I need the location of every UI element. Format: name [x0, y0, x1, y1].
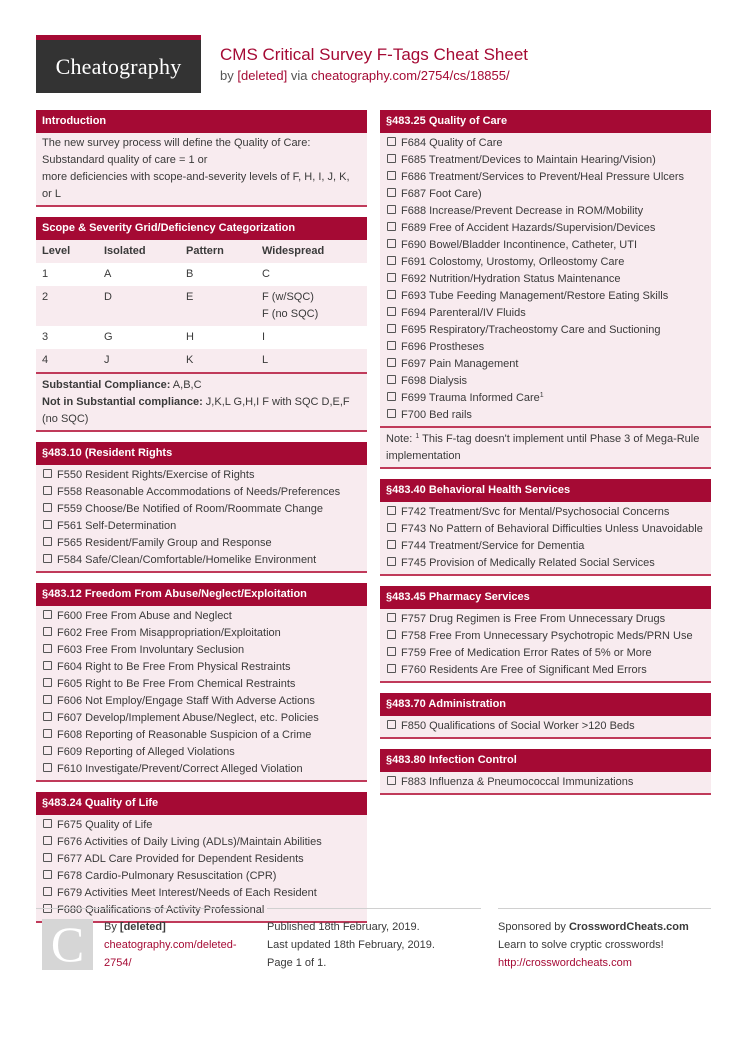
checklist-item: [36, 518, 367, 535]
checklist-item-label: F692 Nutrition/Hydration Status Maintenance: [401, 273, 621, 285]
checklist-item-label: F561 Self-Determination: [57, 520, 177, 532]
byline-via: via: [290, 68, 308, 83]
checkbox-icon[interactable]: [387, 205, 396, 214]
checkbox-icon[interactable]: [43, 554, 52, 563]
byline: [220, 67, 528, 85]
column-header: Level: [42, 245, 71, 257]
footer-author: [36, 908, 249, 972]
checklist-item-label: F685 Treatment/Devices to Maintain Hearing/Vision): [401, 154, 656, 166]
footnote: [380, 426, 711, 467]
table-cell: L: [262, 354, 269, 366]
checkbox-icon[interactable]: [387, 273, 396, 282]
checklist-item: [380, 339, 711, 356]
checklist-item-label: F690 Bowel/Bladder Incontinence, Catheter, UTI: [401, 239, 638, 251]
checkbox-icon[interactable]: [43, 644, 52, 653]
checkbox-icon[interactable]: [43, 627, 52, 636]
checklist-item: [380, 373, 711, 390]
checkbox-icon[interactable]: [387, 358, 396, 367]
checkbox-icon[interactable]: [387, 720, 396, 729]
checklist-item: [36, 868, 367, 885]
checklist-item-label: F678 Cardio-Pulmonary Resuscitation (CPR): [57, 870, 277, 882]
checklist-item: [380, 555, 711, 572]
checklist-item: [36, 710, 367, 727]
checklist-item: [380, 220, 711, 237]
checkbox-icon[interactable]: [387, 137, 396, 146]
checklist-item-label: F691 Colostomy, Urostomy, Orlleostomy Care: [401, 256, 625, 268]
checkbox-icon[interactable]: [43, 469, 52, 478]
intro-line: Substandard quality of care = 1 or: [42, 154, 208, 166]
table-cell: D: [104, 291, 112, 303]
checklist-item-label: F688 Increase/Prevent Decrease in ROM/Mobility: [401, 205, 644, 217]
not-substantial-label: Not in Substantial compliance:: [42, 396, 203, 408]
checklist-item: [36, 834, 367, 851]
updated-date: Last updated 18th February, 2019.: [267, 939, 435, 951]
checkbox-icon[interactable]: [387, 630, 396, 639]
checklist-item-label: F679 Activities Meet Interest/Needs of Each Resident: [57, 887, 317, 899]
note-prefix: Note:: [386, 433, 416, 445]
checklist-item-label: F603 Free From Involuntary Seclusion: [57, 644, 245, 656]
author-link[interactable]: [deleted]: [237, 68, 288, 83]
checkbox-icon[interactable]: [387, 171, 396, 180]
checkbox-icon[interactable]: [387, 613, 396, 622]
checkbox-icon[interactable]: [387, 324, 396, 333]
page-title: CMS Critical Survey F-Tags Cheat Sheet: [220, 45, 528, 64]
section-header: Introduction: [36, 110, 367, 133]
checklist-item: [380, 645, 711, 662]
sponsor-tagline: Learn to solve cryptic crosswords!: [498, 939, 664, 951]
byline-prefix: by: [220, 68, 234, 83]
checklist-item-label: F606 Not Employ/Engage Staff With Adverse Actions: [57, 695, 315, 707]
checklist-item-label: F559 Choose/Be Notified of Room/Roommate Change: [57, 503, 323, 515]
checkbox-icon[interactable]: [43, 836, 52, 845]
checkbox-icon[interactable]: [43, 729, 52, 738]
table-cell: 4: [42, 354, 49, 366]
column-header: Pattern: [186, 245, 224, 257]
section-header: §483.10 (Resident Rights: [36, 442, 367, 465]
column-header: Widespread: [262, 245, 325, 257]
checklist-item: [380, 774, 711, 791]
checklist-item-label: F744 Treatment/Service for Dementia: [401, 540, 585, 552]
checklist-item: [36, 608, 367, 625]
table-cell: [256, 286, 367, 326]
checklist-item-label: F760 Residents Are Free of Significant Med Errors: [401, 664, 647, 676]
by-prefix: By: [104, 921, 120, 933]
checkbox-icon[interactable]: [387, 307, 396, 316]
checklist-item: [36, 851, 367, 868]
checklist-item: [36, 817, 367, 834]
checklist-item: [380, 390, 711, 407]
checklist-item: [36, 676, 367, 693]
checklist-item: [380, 662, 711, 679]
checklist-item: [380, 169, 711, 186]
checklist-item-label: F697 Pain Management: [401, 358, 519, 370]
checklist-item-label: F677 ADL Care Provided for Dependent Residents: [57, 853, 304, 865]
table-row: [36, 326, 367, 349]
checkbox-icon[interactable]: [387, 664, 396, 673]
checklist-item: [380, 521, 711, 538]
checklist-item: [380, 504, 711, 521]
checklist-item-label: F550 Resident Rights/Exercise of Rights: [57, 469, 255, 481]
table-header-row: [36, 240, 367, 263]
note-text: This F-tag doesn't implement until Phase 3 of Mega-Rule implementation: [386, 433, 700, 462]
checklist-item-label: F850 Qualifications of Social Worker >120 Beds: [401, 720, 635, 732]
cheatography-logo[interactable]: [36, 35, 201, 93]
avatar-letter: C: [50, 916, 85, 972]
checklist-item: [380, 237, 711, 254]
checklist-item: [380, 135, 711, 152]
cell-line: F (w/SQC): [262, 291, 314, 303]
checkbox-icon[interactable]: [43, 520, 52, 529]
sheet-url-link[interactable]: cheatography.com/2754/cs/18855/: [311, 68, 510, 83]
checklist-item-label: F699 Trauma Informed Care: [401, 392, 540, 404]
scope-severity-section: [36, 217, 367, 432]
intro-line: The new survey process will define the Quality of Care:: [42, 137, 311, 149]
checklist-item: [380, 152, 711, 169]
page-count: Page 1 of 1.: [267, 957, 327, 969]
checklist-item-label: F693 Tube Feeding Management/Restore Eating Skills: [401, 290, 669, 302]
checklist-item: [36, 727, 367, 744]
checklist-item-label: F680 Qualifications of Activity Professional: [57, 904, 265, 916]
checklist-item-label: F687 Foot Care): [401, 188, 482, 200]
sponsor-line: [498, 918, 711, 936]
pharmacy-section: [380, 586, 711, 683]
checklist-item: [36, 535, 367, 552]
checkbox-icon[interactable]: [387, 188, 396, 197]
checkbox-icon[interactable]: [43, 661, 52, 670]
checkbox-icon[interactable]: [43, 678, 52, 687]
behavioral-health-section: [380, 479, 711, 576]
checklist-item-label: F604 Right to Be Free From Physical Restraints: [57, 661, 291, 673]
checklist-item-label: F686 Treatment/Services to Prevent/Heal Pressure Ulcers: [401, 171, 685, 183]
checkbox-icon[interactable]: [43, 763, 52, 772]
sponsor-name: CrosswordCheats.com: [568, 921, 689, 933]
checklist-item: [36, 484, 367, 501]
checklist-item: [36, 885, 367, 902]
checklist-item-label: F696 Prostheses: [401, 341, 485, 353]
section-header: Scope & Severity Grid/Deficiency Categorization: [36, 217, 367, 240]
checkbox-icon[interactable]: [43, 746, 52, 755]
checklist-item: [380, 718, 711, 735]
checkbox-icon[interactable]: [387, 256, 396, 265]
checkbox-icon[interactable]: [387, 222, 396, 231]
checkbox-icon[interactable]: [43, 887, 52, 896]
checkbox-icon[interactable]: [43, 853, 52, 862]
checklist-item: [380, 538, 711, 555]
checklist-item-label: F745 Provision of Medically Related Social Services: [401, 557, 655, 569]
checklist-item-label: F698 Dialysis: [401, 375, 468, 387]
checklist-item: [380, 271, 711, 288]
checkbox-icon[interactable]: [43, 819, 52, 828]
checklist-item: [36, 693, 367, 710]
checkbox-icon[interactable]: [387, 776, 396, 785]
section-header: §483.40 Behavioral Health Services: [380, 479, 711, 502]
footnote-mark: 1: [539, 392, 544, 399]
footer-dates: [267, 908, 481, 972]
published-date: Published 18th February, 2019.: [267, 921, 420, 933]
not-substantial-compliance: [36, 394, 367, 428]
quality-of-life-section: [36, 792, 367, 923]
checkbox-icon[interactable]: [43, 486, 52, 495]
table-cell: 2: [42, 291, 49, 303]
checklist-item-label: F700 Bed rails: [401, 409, 472, 421]
checklist-item-label: F676 Activities of Daily Living (ADLs)/Maintain Abilities: [57, 836, 322, 848]
checklist-item: [380, 288, 711, 305]
section-header: §483.45 Pharmacy Services: [380, 586, 711, 609]
checklist-item: [36, 625, 367, 642]
checklist-item: [380, 356, 711, 373]
checklist-item: [36, 744, 367, 761]
checklist-item-label: F758 Free From Unnecessary Psychotropic Meds/PRN Use: [401, 630, 693, 642]
substantial-value: A,B,C: [170, 379, 202, 391]
checkbox-icon[interactable]: [387, 239, 396, 248]
table-cell: H: [186, 331, 194, 343]
left-column: [36, 110, 367, 933]
table-row: [36, 263, 367, 286]
column-header: Isolated: [104, 245, 146, 257]
table-cell: A: [104, 268, 112, 280]
checklist-item-label: F694 Parenteral/IV Fluids: [401, 307, 526, 319]
checkbox-icon[interactable]: [387, 523, 396, 532]
checklist-item-label: F565 Resident/Family Group and Response: [57, 537, 272, 549]
checklist-item-label: F695 Respiratory/Tracheostomy Care and Suctioning: [401, 324, 661, 336]
section-header: §483.80 Infection Control: [380, 749, 711, 772]
checklist-item: [380, 254, 711, 271]
checklist-item-label: F759 Free of Medication Error Rates of 5% or More: [401, 647, 652, 659]
checklist-item-label: F605 Right to Be Free From Chemical Restraints: [57, 678, 296, 690]
checklist-item: [380, 628, 711, 645]
checklist-item-label: F608 Reporting of Reasonable Suspicion of a Crime: [57, 729, 312, 741]
checklist-item-label: F675 Quality of Life: [57, 819, 153, 831]
abuse-neglect-section: [36, 583, 367, 782]
footnote-mark: 1: [415, 433, 420, 440]
footer-sponsor: [498, 908, 711, 972]
substantial-compliance: [36, 377, 367, 394]
checkbox-icon[interactable]: [43, 610, 52, 619]
title-block: [220, 44, 528, 85]
checklist-item: [36, 761, 367, 778]
checkbox-icon[interactable]: [43, 712, 52, 721]
checklist-item: [380, 186, 711, 203]
checkbox-icon[interactable]: [43, 537, 52, 546]
quality-of-care-section: [380, 110, 711, 469]
footer-author-name[interactable]: [deleted]: [119, 921, 166, 933]
checklist-item-label: F600 Free From Abuse and Neglect: [57, 610, 232, 622]
sponsor-prefix: Sponsored by: [498, 921, 569, 933]
table-row: [36, 286, 367, 326]
table-row: [36, 349, 367, 372]
table-cell: G: [104, 331, 113, 343]
author-profile-link[interactable]: cheatography.com/deleted-: [104, 939, 237, 951]
checkbox-icon[interactable]: [387, 154, 396, 163]
checklist-item-label: F883 Influenza & Pneumococcal Immunizations: [401, 776, 634, 788]
right-column: [380, 110, 711, 805]
checkbox-icon[interactable]: [387, 392, 396, 401]
checkbox-icon[interactable]: [43, 503, 52, 512]
scope-severity-table: [36, 240, 367, 372]
section-header: §483.70 Administration: [380, 693, 711, 716]
checkbox-icon[interactable]: [387, 409, 396, 418]
table-cell: 3: [42, 331, 49, 343]
checkbox-icon[interactable]: [387, 506, 396, 515]
checkbox-icon[interactable]: [387, 557, 396, 566]
table-cell: J: [104, 354, 110, 366]
section-header: §483.25 Quality of Care: [380, 110, 711, 133]
checklist-item: [36, 501, 367, 518]
table-cell: E: [186, 291, 194, 303]
checklist-item-label: F607 Develop/Implement Abuse/Neglect, etc. Policies: [57, 712, 319, 724]
table-cell: I: [262, 331, 266, 343]
checklist-item: [380, 305, 711, 322]
checklist-item: [380, 203, 711, 220]
checklist-item-label: F602 Free From Misappropriation/Exploitation: [57, 627, 281, 639]
sponsor-link[interactable]: http://crosswordcheats.com: [498, 957, 632, 969]
checklist-item: [36, 467, 367, 484]
footer-by: [104, 918, 249, 936]
intro-line: more deficiencies with scope-and-severity levels of F, H, I, J, K, or L: [42, 171, 350, 200]
cell-line: F (no SQC): [262, 308, 319, 320]
introduction-section: [36, 110, 367, 207]
checklist-item-label: F689 Free of Accident Hazards/Supervision/Devices: [401, 222, 656, 234]
infection-control-section: [380, 749, 711, 795]
checkbox-icon[interactable]: [387, 540, 396, 549]
checklist-item-label: F584 Safe/Clean/Comfortable/Homelike Environment: [57, 554, 317, 566]
checklist-item: [36, 552, 367, 569]
substantial-label: Substantial Compliance:: [42, 379, 171, 391]
checkbox-icon[interactable]: [43, 870, 52, 879]
checkbox-icon[interactable]: [387, 290, 396, 299]
checklist-item-label: F742 Treatment/Svc for Mental/Psychosocial Concerns: [401, 506, 670, 518]
checkbox-icon[interactable]: [387, 647, 396, 656]
section-header: §483.24 Quality of Life: [36, 792, 367, 815]
avatar[interactable]: [42, 916, 93, 972]
checklist-item: [380, 322, 711, 339]
checklist-item: [36, 659, 367, 676]
checkbox-icon[interactable]: [387, 375, 396, 384]
checklist-item: [380, 611, 711, 628]
checklist-item-label: F558 Reasonable Accommodations of Needs/Preferences: [57, 486, 341, 498]
author-profile-link[interactable]: 2754/: [104, 957, 132, 969]
section-header: §483.12 Freedom From Abuse/Neglect/Exploitation: [36, 583, 367, 606]
table-cell: 1: [42, 268, 49, 280]
checklist-item-label: F609 Reporting of Alleged Violations: [57, 746, 235, 758]
checklist-item: [380, 407, 711, 424]
checkbox-icon[interactable]: [43, 695, 52, 704]
checklist-item-label: F610 Investigate/Prevent/Correct Alleged Violation: [57, 763, 303, 775]
table-cell: B: [186, 268, 194, 280]
logo-text: Cheatography: [55, 53, 182, 79]
table-cell: K: [186, 354, 194, 366]
checkbox-icon[interactable]: [387, 341, 396, 350]
checklist-item-label: F743 No Pattern of Behavioral Difficulties Unless Unavoidable: [401, 523, 703, 535]
checklist-item: [36, 642, 367, 659]
resident-rights-section: [36, 442, 367, 573]
checklist-item-label: F757 Drug Regimen is Free From Unnecessary Drugs: [401, 613, 666, 625]
administration-section: [380, 693, 711, 739]
checklist-item-label: F684 Quality of Care: [401, 137, 503, 149]
not-substantial-value: J,K,L G,H,I F with SQC D,E,F (no SQC): [42, 396, 350, 425]
table-cell: C: [262, 268, 270, 280]
